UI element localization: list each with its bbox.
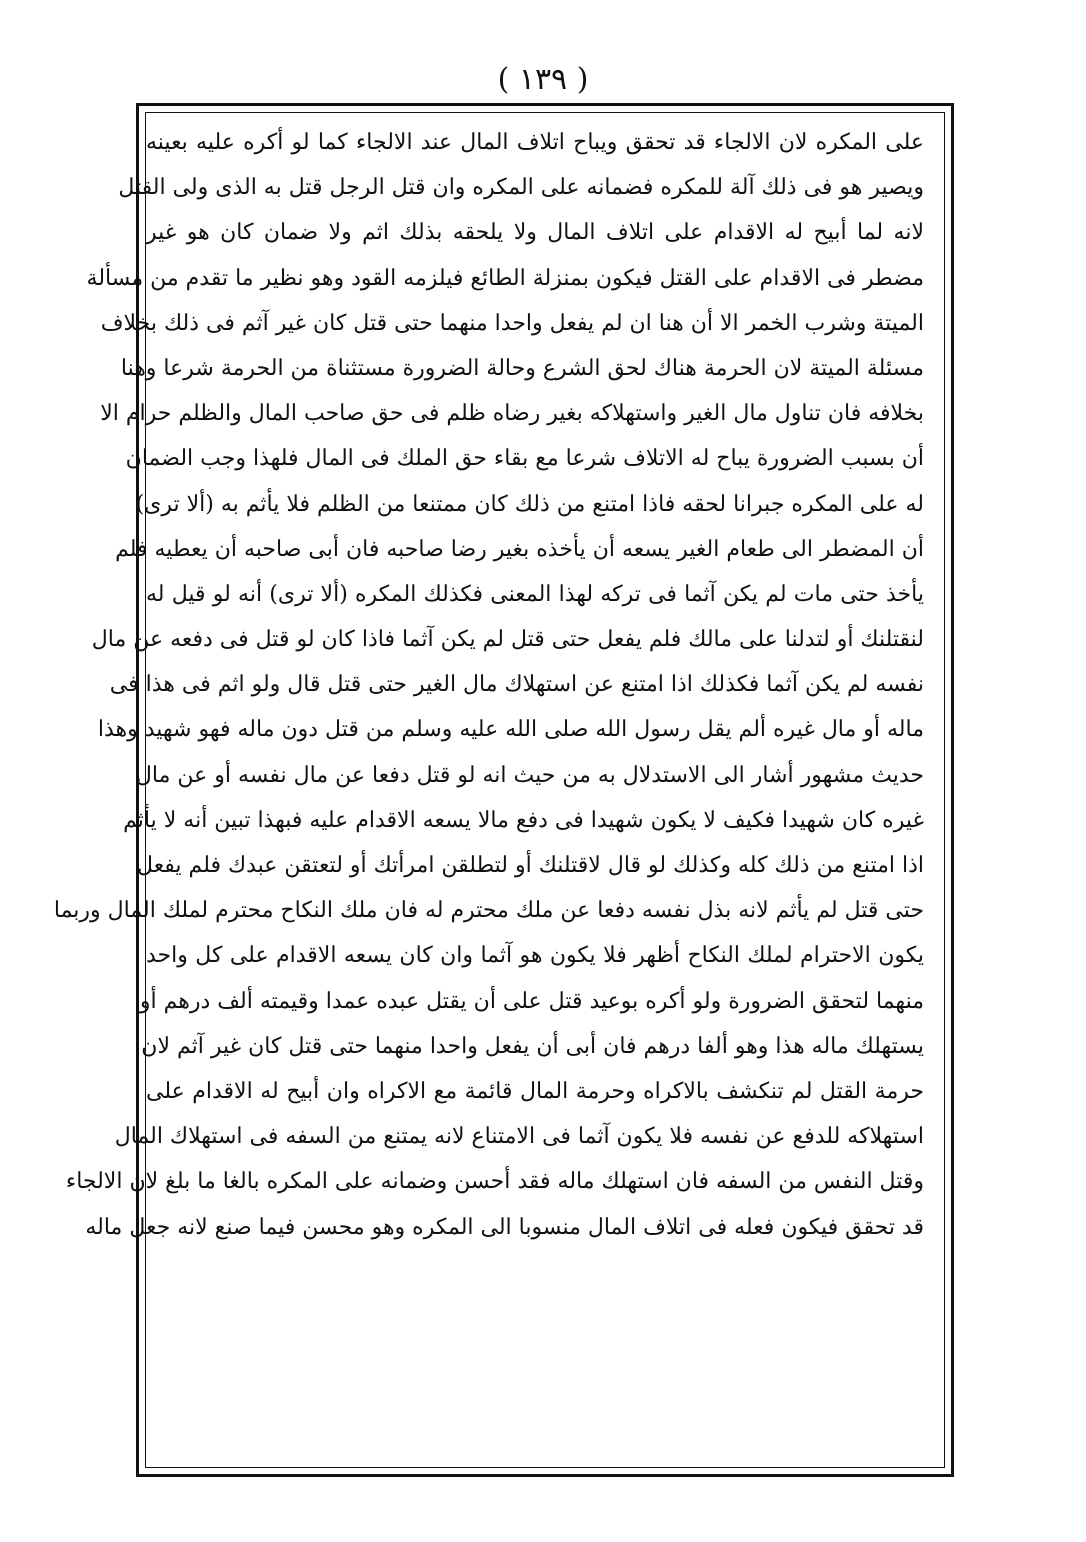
text-line: غيره كان شهيدا فكيف لا يكون شهيدا فى دفع مالا يسعه الاقدام عليه فبهذا تبين أنه لا يأثم — [123, 807, 924, 833]
text-line: يستهلك ماله هذا وهو ألفا درهم فان أبى أن يفعل واحدا منهما حتى قتل كان غير آثم لان — [141, 1033, 924, 1059]
text-line: نفسه لم يكن آثما فكذلك اذا امتنع عن استهلاك مال الغير حتى قتل قال ولو اثم فى هذا فى — [109, 672, 924, 698]
page-number: ( ١٣٩ ) — [497, 62, 589, 97]
text-line: اذا امتنع من ذلك كله وكذلك لو قال لاقتلنك أو لتطلقن امرأتك أو لتعتقن عبدك فلم يفعل — [137, 853, 924, 878]
text-line: منهما لتحقق الضرورة ولو أكره بوعيد قتل على أن يقتل عبده عمدا وقيمته ألف درهم أو — [139, 988, 924, 1014]
text-line: مسئلة الميتة لان الحرمة هناك لحق الشرع وحالة الضرورة مستثناة من الحرمة شرعا وهنا — [120, 355, 924, 381]
page-text — [53, 120, 924, 1250]
text-line: حديث مشهور أشار الى الاستدلال به من حيث انه لو قتل دفعا عن مال نفسه أو عن مال — [135, 762, 924, 788]
text-line: لانه لما أبيح له الاقدام على اتلاف المال ولا يلحقه بذلك اثم ولا ضمان كان هو غير — [146, 220, 924, 246]
text-line: يكون الاحترام لملك النكاح أظهر فلا يكون هو آثما وان كان يسعه الاقدام على كل واحد — [146, 943, 924, 969]
text-line: الميتة وشرب الخمر الا أن هنا ان لم يفعل واحدا منهما حتى قتل كان غير آثم فى ذلك بخلاف — [100, 310, 924, 336]
text-line: لنقتلنك أو لتدلنا على مالك فلم يفعل حتى قتل لم يكن آثما فاذا كان لو قتل فى دفعه عن مال — [91, 627, 924, 653]
text-line: ماله أو مال غيره ألم يقل رسول الله صلى الله عليه وسلم من قتل دون ماله فهو شهيد وهذا — [97, 717, 924, 743]
text-line: استهلاكه للدفع عن نفسه فلا يكون آثما فى الامتناع لانه يمتنع من السفه فى استهلاك المال — [114, 1124, 924, 1150]
text-line: أن المضطر الى طعام الغير يسعه أن يأخذه بغير رضا صاحبه فان أبى صاحبه أن يعطيه فلم — [115, 536, 924, 562]
text-line: بخلافه فان تناول مال الغير واستهلاكه بغير رضاه ظلم فى حق صاحب المال والظلم حرام الا — [100, 401, 924, 427]
text-line: يأخذ حتى مات لم يكن آثما فى تركه لهذا المعنى فكذلك المكره (ألا ترى) أنه لو قيل له — [146, 581, 924, 607]
text-line: قد تحقق فيكون فعله فى اتلاف المال منسوبا الى المكره وهو محسن فيما صنع لانه جعل ماله — [85, 1214, 924, 1240]
text-line: أن بسبب الضرورة يباح له الاتلاف شرعا مع بقاء حق الملك فى المال فلهذا وجب الضمان — [125, 446, 924, 472]
text-line: حرمة القتل لم تنكشف بالاكراه وحرمة المال قائمة مع الاكراه وان أبيح له الاقدام على — [146, 1078, 924, 1104]
text-line: وقتل النفس من السفه فان استهلك ماله فقد أحسن وضمانه على المكره بالغا ما بلغ لان الالجاء — [65, 1169, 924, 1195]
text-line: مضطر فى الاقدام على القتل فيكون بمنزلة الطائع فيلزمه القود وهو نظير ما تقدم من مسألة — [86, 265, 924, 291]
text-line: ويصير هو فى ذلك آلة للمكره فضمانه على المكره وان قتل الرجل قتل به الذى ولى القتل — [118, 175, 924, 201]
text-line: حتى قتل لم يأثم لانه بذل نفسه دفعا عن ملك محترم له فان ملك النكاح محترم لملك المال وربما — [53, 898, 924, 924]
text-line: له على المكره جبرانا لحقه فاذا امتنع من ذلك كان ممتنعا من الظلم فلا يأثم به (ألا ترى) — [135, 491, 924, 517]
text-line: على المكره لان الالجاء قد تحقق ويباح اتلاف المال عند الالجاء كما لو أكره عليه بعينه — [146, 130, 924, 155]
